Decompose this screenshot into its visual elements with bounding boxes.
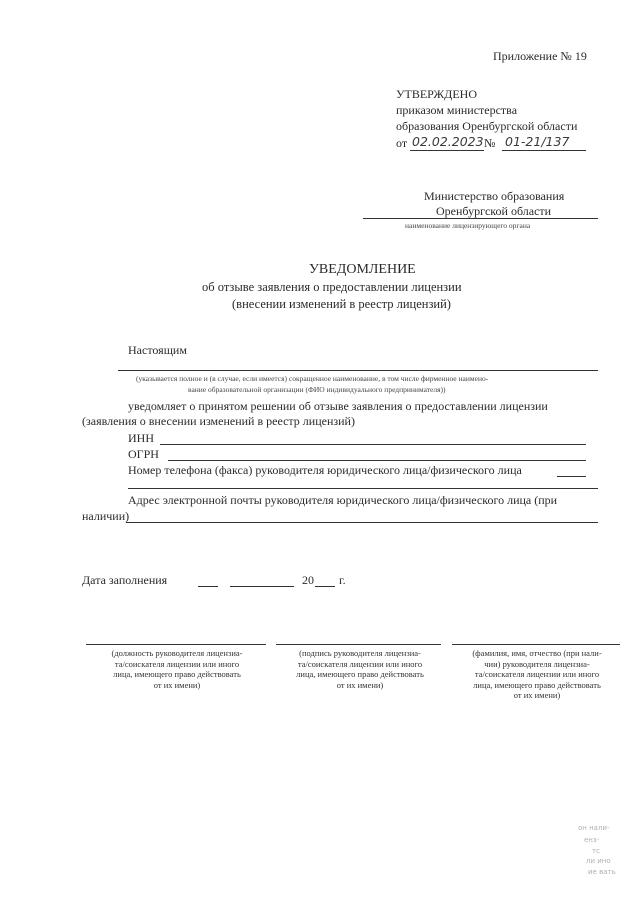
date-day-line: [198, 586, 218, 587]
title-line-2: (внесении изменений в реестр лицензий): [232, 297, 451, 311]
phone-field-line: [557, 476, 586, 477]
bleed-through-5: ие вать: [588, 868, 616, 876]
title-line-1: об отзыве заявления о предоставлении лицензии: [202, 280, 462, 294]
email-line-1: Адрес электронной почты руководителя юридического лица/физического лица (при: [128, 493, 558, 507]
signature-caption-line-1: (подпись руководителя лицензиа-: [299, 648, 421, 658]
approval-title: УТВЕРЖДЕНО: [396, 87, 478, 101]
approval-date-value: 02.02.2023: [412, 134, 484, 149]
email-line-2: наличии): [82, 509, 130, 523]
position-signature-line: [86, 644, 266, 645]
approval-number-underline: [502, 150, 586, 151]
fullname-signature-line: [452, 644, 620, 645]
bleed-through-4: ли ино: [586, 857, 611, 865]
approval-line-1: приказом министерства: [396, 103, 518, 117]
date-month-line: [230, 586, 294, 587]
signature-caption-line-4: от их имени): [336, 679, 384, 690]
date-year-prefix: 20: [302, 573, 314, 587]
position-caption-line-1: (должность руководителя лицензиа-: [111, 648, 243, 658]
approval-date-underline: [410, 150, 484, 151]
position-caption-line-4: от их имени): [153, 679, 201, 690]
organization-field-line: [118, 370, 598, 371]
phone-field-line-2: [128, 488, 598, 489]
phone-label: Номер телефона (факса) руководителя юридического лица/физического лица: [128, 463, 522, 477]
notify-line-2: (заявления о внесении изменений в реестр лицензий): [82, 414, 355, 428]
notify-line-1: уведомляет о принятом решении об отзыве заявления о предоставлении лицензии: [128, 399, 548, 413]
signature-caption: [268, 648, 452, 690]
signature-line: [276, 644, 441, 645]
position-caption-line-3: лица, имеющего право действовать: [113, 669, 241, 679]
position-caption: [82, 648, 272, 690]
fullname-caption-line-3: та/соискателя лицензии или иного: [474, 669, 600, 679]
approval-line-2: образования Оренбургской области: [396, 119, 578, 133]
fullname-caption-line-4: лица, имеющего право действовать: [473, 679, 601, 690]
document-title: УВЕДОМЛЕНИЕ: [309, 262, 416, 277]
recipient-underline: [363, 218, 598, 219]
fullname-caption-line-2: чии) руководителя лицензиа-: [484, 658, 590, 669]
approval-date-prefix: от: [396, 136, 408, 150]
recipient-line-1: Министерство образования: [424, 189, 565, 203]
ogrn-field-line: [168, 460, 586, 461]
bleed-through-2: енз-: [584, 836, 600, 844]
position-caption-line-2: та/соискателя лицензии или иного: [114, 658, 240, 669]
approval-number-sign: №: [484, 136, 496, 150]
date-fill-label: Дата заполнения: [82, 573, 168, 587]
date-year-suffix: г.: [339, 573, 346, 587]
approval-number-value: 01-21/137: [505, 134, 570, 149]
recipient-caption: наименование лицензирующего органа: [405, 221, 531, 230]
appendix-label: Приложение № 19: [493, 49, 587, 63]
fullname-caption: [448, 648, 626, 701]
inn-field-line: [160, 444, 586, 445]
fullname-caption-line-1: (фамилия, имя, отчество (при нали-: [472, 648, 602, 658]
inn-label: ИНН: [128, 431, 154, 445]
date-year-line: [315, 586, 335, 587]
recipient-line-2: Оренбургской области: [436, 204, 552, 218]
bleed-through-1: он нали-: [578, 824, 610, 832]
bleed-through-3: тс: [592, 847, 600, 855]
email-field-line: [126, 522, 598, 523]
fullname-caption-line-5: от их имени): [513, 690, 561, 700]
hereby-text: Настоящим: [128, 343, 187, 357]
ogrn-label: ОГРН: [128, 447, 159, 461]
organization-caption-2: вание образовательной организации (ФИО индивидуального предпринимателя)): [188, 385, 446, 394]
organization-caption-1: (указывается полное и (в случае, если имеется) сокращенное наименование, в том числе фирменное наимено-: [136, 374, 489, 383]
signature-caption-line-3: лица, имеющего право действовать: [296, 669, 424, 679]
signature-caption-line-2: та/соискателя лицензии или иного: [297, 658, 423, 669]
